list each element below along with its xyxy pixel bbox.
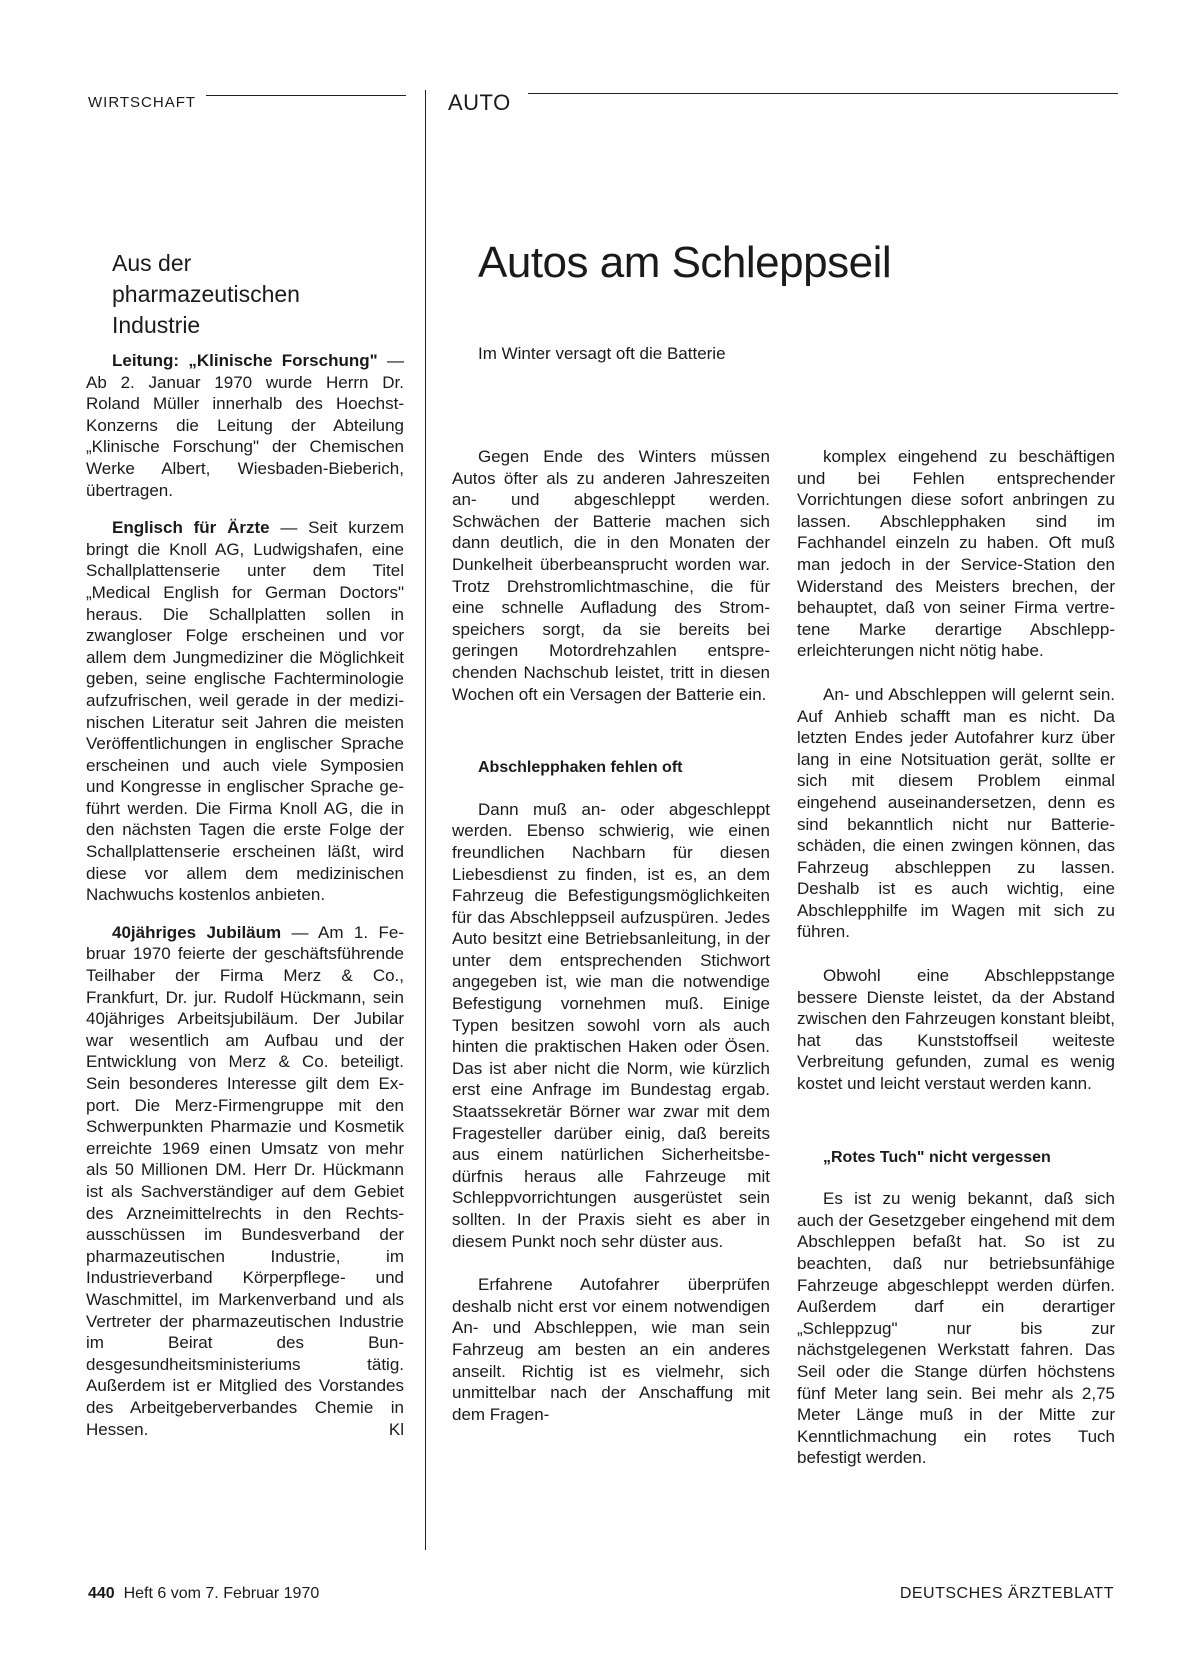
entry-englisch-fuer-aerzte <box>86 517 404 906</box>
section-label-auto: AUTO <box>448 90 511 115</box>
subheading-rotes-tuch: „Rotes Tuch" nicht vergessen <box>823 1148 1051 1166</box>
main-article-column-2 <box>797 446 1115 1469</box>
header-rule-right <box>528 93 1118 94</box>
left-title-line-1: Aus der <box>112 250 192 276</box>
paragraph: Dann muß an- oder abgeschleppt werden. Ebenso schwierig, wie einen freundlichen Nachbarn für diesen Liebesdienst zu finden, ist es, an dem Fahrzeug die Befestigungsmöglichkeiten für das Abschleppseil aufzuspüren. Jedes Auto besitzt eine Betriebsanleitung, in der unter dem entsprechenden Stichwort angegeben ist, wie man die notwendige Befestigung vornehmen muß. Einige Typen besitzen sowohl vorn als auch hinten die praktischen Haken oder Ösen. Das ist aber nicht die Norm, wie kürzlich erst eine Anfrage im Bundestag ergab. Staatssekretär Börner war zwar mit dem Fragesteller darüber einig, daß bereits aus einem natürlichen Sicherheitsbedürfnis heraus alle Fahrzeuge mit Schleppvorrichtungen ausgerüstet sein sollten. In der Praxis sieht es aber in diesem Punkt noch sehr düster aus. <box>452 799 770 1251</box>
entry-jubilaeum <box>86 922 404 1440</box>
journal-name: DEUTSCHES ÄRZTEBLATT <box>899 1585 1114 1602</box>
entry-heading: 40jähriges Jubiläum <box>112 922 282 942</box>
entry-klinische-forschung <box>86 350 404 501</box>
entry-text: — Am 1. Februar 1970 feierte der geschäftsführende Teilhaber der Firma Merz & Co., Frankfurt, Dr. jur. Rudolf Hückmann, sein 40jähriges Arbeitsjubiläum. Der Jubilar war wesentlich am Aufbau und der Entwicklung von Merz & Co. beteiligt. Sein besonderes Interesse gilt dem Export. Die Merz-Firmengruppe mit den Schwerpunkten Pharmazie und Kosmetik erreichte 1969 einen Umsatz von mehr als 50 Millionen DM. Herr Dr. Hückmann ist als Sachverständiger auf dem Gebiet des Arzneimittelrechts in den Rechtsausschüssen im Bundesverband der pharmazeutischen Industrie, im Industrieverband Körperpflege- und Waschmittel, im Markenverband und als Vertreter der pharmazeutischen Industrie im Beirat des Bundesgesundheitsministeriums tätig. Außerdem ist er Mitglied des Vorstandes des Arbeitgeberverbandes Chemie in Hessen. <box>86 922 404 1439</box>
paragraph: komplex eingehend zu beschäftigen und bei Fehlen entsprechender Vorrichtungen diese sofort anbringen zu lassen. Abschlepphaken sind im Fachhandel einzeln zu haben. Oft muß man jedoch in der Service-Station den Widerstand des Meisters brechen, der behauptet, daß von seiner Firma vertretene Marke derartige Abschlepperleichterungen nicht nötig habe. <box>797 447 1115 661</box>
page-number: 440 <box>88 1585 115 1602</box>
paragraph: Obwohl eine Abschleppstange bessere Dienste leistet, da der Abstand zwischen den Fahrzeugen konstant bleibt, hat das Kunststoffseil weiteste Verbreitung gefunden, zumal es wenig kostet und leicht verstaut werden kann. <box>797 966 1115 1094</box>
paragraph: Erfahrene Autofahrer überprüfen deshalb nicht erst vor einem notwendigen An- und Abschleppen, wie man sein Fahrzeug am besten an ein anderes anseilt. Richtig ist es vielmehr, sich unmittelbar nach der Anschaffung mit dem Fragen- <box>452 1275 770 1424</box>
author-signature: Kl <box>388 1419 404 1439</box>
paragraph: Es ist zu wenig bekannt, daß sich auch der Gesetzgeber eingehend mit dem Abschleppen befaßt hat. So ist zu beachten, daß nur betriebsunfähige Fahrzeuge abgeschleppt werden dürfen. Außerdem darf ein derartiger „Schleppzug" nur bis zur nächstgelegenen Werkstatt fahren. Das Seil oder die Stange dürfen höchstens fünf Meter lang sein. Bei mehr als 2,75 Meter Länge muß in der Mitte zur Kenntlichmachung ein rotes Tuch befestigt werden. <box>797 1189 1115 1468</box>
entry-heading: Leitung: „Klinische Forschung" <box>112 351 378 370</box>
main-article-subtitle: Im Winter versagt oft die Batterie <box>478 344 726 363</box>
header-rule-left <box>206 95 406 96</box>
left-title-line-2: pharmazeutischen <box>112 281 300 307</box>
paragraph: Gegen Ende des Winters müssen Autos öfter als zu anderen Jahreszeiten an- und abgeschleppt werden. Schwächen der Batterie machen sich dann deutlich, die in den Monaten der Dunkelheit überbeansprucht worden war. Trotz Drehstromlichtmaschine, die für eine schnelle Aufladung des Stromspeichers sorgt, da sie bereits bei geringen Motordrehzahlen entsprechenden Nachschub leistet, tritt in diesen Wochen oft ein Versagen der Batterie ein. <box>452 447 770 704</box>
paragraph: An- und Abschleppen will gelernt sein. Auf Anhieb schafft man es nicht. Da letzten Endes jeder Autofahrer kurz über lang in eine Notsituation gerät, sollte er sich mit diesem Problem einmal eingehend auseinandersetzen, denn es sind bekanntlich nicht nur Batterieschäden, die einen zwingen können, das Fahrzeug abschleppen zu lassen. Deshalb ist es auch wichtig, eine Abschlepphilfe im Wagen mit sich zu führen. <box>797 684 1115 942</box>
left-article-body <box>86 350 404 1456</box>
entry-text: — Seit kurzem bringt die Knoll AG, Ludwigshafen, eine Schallplattenserie unter dem Titel „Medical English for German Doctors" heraus. Die Schallplatten sollen in zwangloser Folge erscheinen und vor allem dem Jungmediziner die Möglichkeit geben, seine englische Fachterminologie aufzufrischen, weil gerade in der medizinischen Literatur seit Jahren die meisten Veröffentlichungen in englischer Sprache erscheinen und auch viele Symposien und Kongresse in englischer Sprache geführt werden. Die Firma Knoll AG, die in den nächsten Tagen die erste Folge der Schallplattenserie erscheinen läßt, wird diese vor allem dem medizinischen Nachwuchs kostenlos anbieten. <box>86 518 405 905</box>
main-article-title: Autos am Schleppseil <box>478 238 892 287</box>
left-article-title <box>112 248 300 341</box>
footer-left <box>88 1585 319 1603</box>
issue-info: Heft 6 vom 7. Februar 1970 <box>123 1585 320 1602</box>
main-article-column-1 <box>452 446 770 1425</box>
left-title-line-3: Industrie <box>112 312 201 338</box>
column-divider <box>425 90 426 1550</box>
entry-heading: Englisch für Ärzte <box>112 518 270 538</box>
subheading-abschlepphaken: Abschlepphaken fehlen oft <box>478 759 683 777</box>
section-label-wirtschaft: WIRTSCHAFT <box>88 94 197 111</box>
entry-text: — Ab 2. Januar 1970 wurde Herrn Dr. Roland Müller innerhalb des Hoechst-Konzerns die Leitung der Abteilung „Klinische Forschung" der Chemischen Werke Albert, Wiesbaden-Bieberich, übertragen. <box>86 351 404 500</box>
